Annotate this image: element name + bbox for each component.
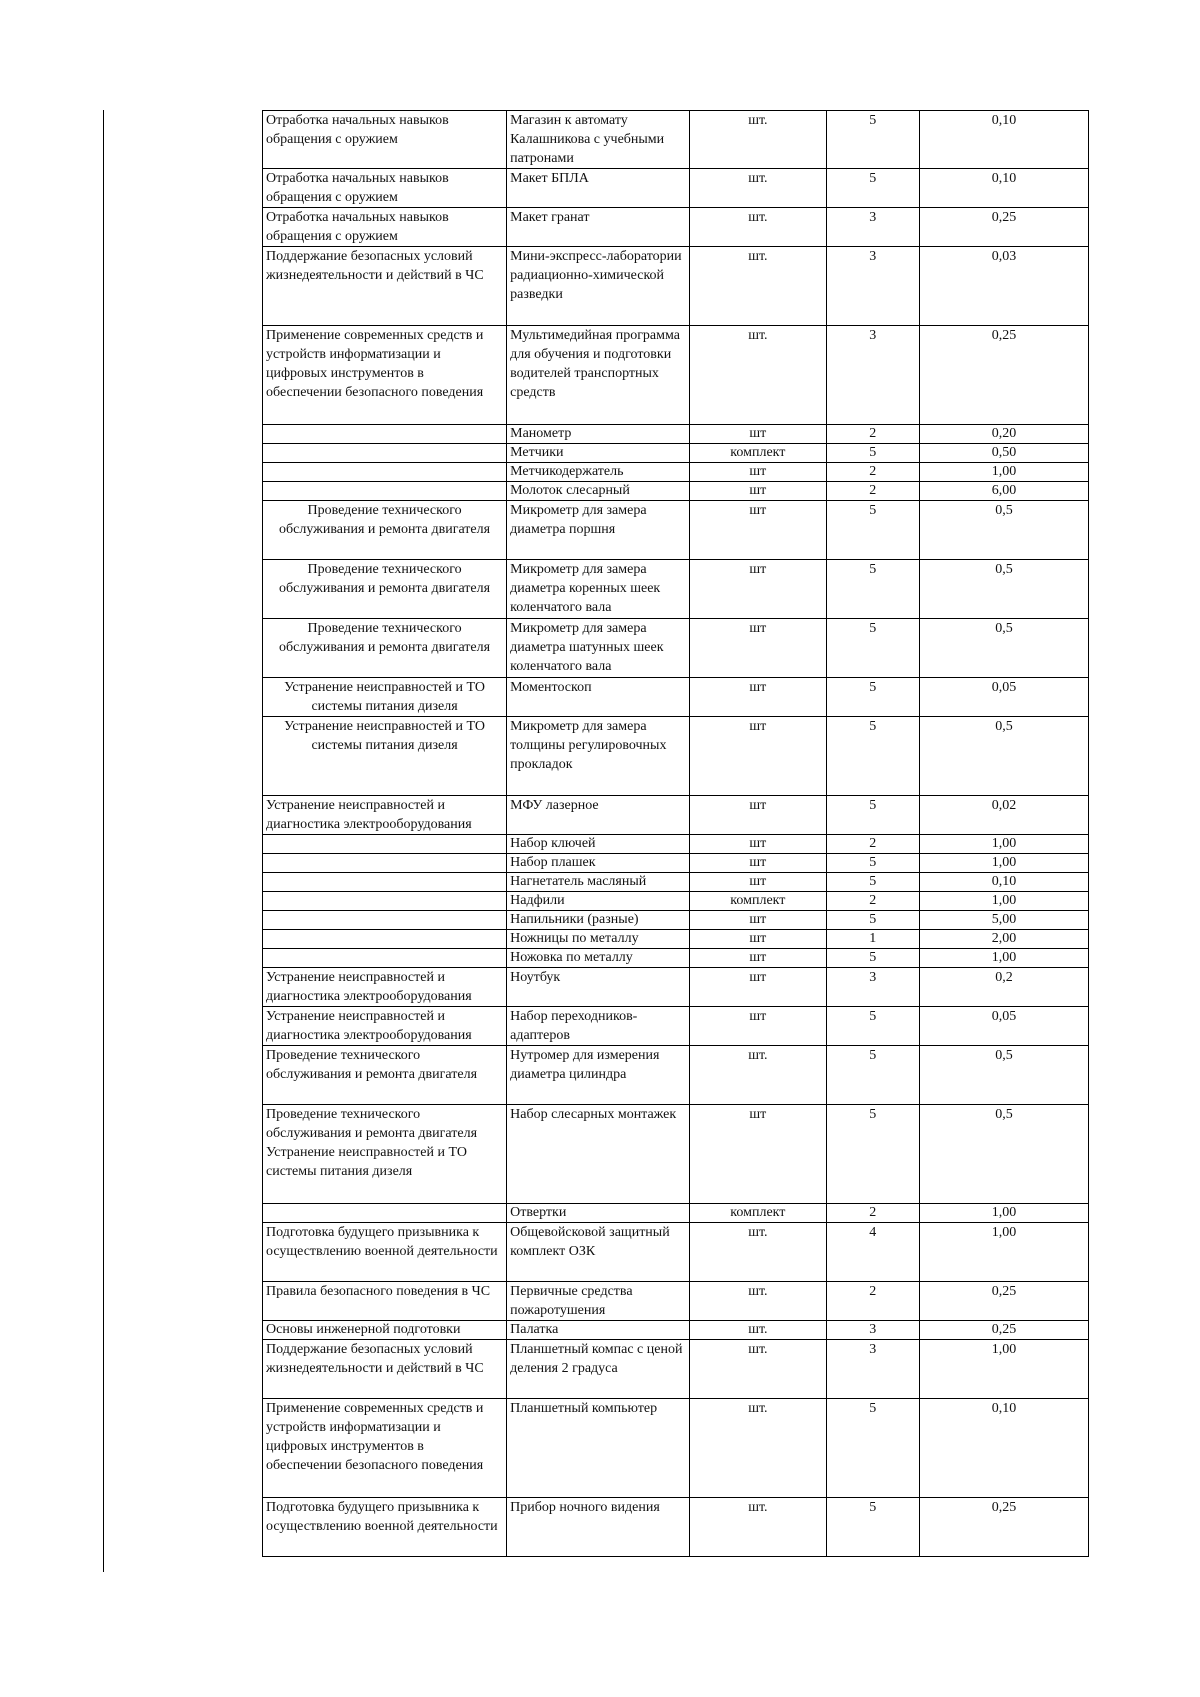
norm-cell: 0,10 xyxy=(920,1399,1089,1498)
table-row xyxy=(263,796,1089,835)
norm-cell: 1,00 xyxy=(920,949,1089,968)
unit-cell: шт. xyxy=(690,1223,826,1282)
item-cell: Микрометр для замера диаметра поршня xyxy=(507,501,690,560)
unit-cell: комплект xyxy=(690,444,826,463)
norm-cell: 1,00 xyxy=(920,892,1089,911)
unit-cell: шт. xyxy=(690,208,826,247)
unit-cell: шт xyxy=(690,835,826,854)
section-cell: Поддержание безопасных условий жизнедеятельности и действий в ЧС xyxy=(263,1340,507,1399)
item-cell: Метчикодержатель xyxy=(507,463,690,482)
unit-cell: шт. xyxy=(690,326,826,425)
unit-cell: шт. xyxy=(690,1046,826,1105)
norm-cell: 0,25 xyxy=(920,208,1089,247)
norm-cell: 0,25 xyxy=(920,1321,1089,1340)
qty-cell: 5 xyxy=(826,796,920,835)
norm-cell: 2,00 xyxy=(920,930,1089,949)
qty-cell: 4 xyxy=(826,1223,920,1282)
unit-cell: шт xyxy=(690,949,826,968)
table-row xyxy=(263,326,1089,425)
unit-cell: шт xyxy=(690,619,826,678)
table-row xyxy=(263,208,1089,247)
section-cell xyxy=(263,1204,507,1223)
section-cell xyxy=(263,835,507,854)
table-row xyxy=(263,463,1089,482)
item-cell: Микрометр для замера толщины регулировочных прокладок xyxy=(507,717,690,796)
table-row xyxy=(263,873,1089,892)
qty-cell: 2 xyxy=(826,482,920,501)
item-cell: Прибор ночного видения xyxy=(507,1498,690,1557)
qty-cell: 5 xyxy=(826,1046,920,1105)
item-cell: Молоток слесарный xyxy=(507,482,690,501)
unit-cell: шт. xyxy=(690,169,826,208)
table-row xyxy=(263,930,1089,949)
qty-cell: 5 xyxy=(826,169,920,208)
section-cell xyxy=(263,463,507,482)
qty-cell: 5 xyxy=(826,619,920,678)
qty-cell: 5 xyxy=(826,873,920,892)
qty-cell: 3 xyxy=(826,326,920,425)
unit-cell: шт xyxy=(690,911,826,930)
table-row xyxy=(263,1399,1089,1498)
unit-cell: шт xyxy=(690,482,826,501)
norm-cell: 0,05 xyxy=(920,678,1089,717)
unit-cell: шт xyxy=(690,1007,826,1046)
qty-cell: 1 xyxy=(826,930,920,949)
section-cell xyxy=(263,892,507,911)
norm-cell: 1,00 xyxy=(920,1204,1089,1223)
qty-cell: 3 xyxy=(826,968,920,1007)
norm-cell: 0,05 xyxy=(920,1007,1089,1046)
qty-cell: 5 xyxy=(826,678,920,717)
item-cell: Метчики xyxy=(507,444,690,463)
item-cell: Нутромер для измерения диаметра цилиндра xyxy=(507,1046,690,1105)
unit-cell: шт xyxy=(690,796,826,835)
section-cell: Подготовка будущего призывника к осуществлению военной деятельности xyxy=(263,1498,507,1557)
norm-cell: 0,25 xyxy=(920,1498,1089,1557)
item-cell: Надфили xyxy=(507,892,690,911)
norm-cell: 0,5 xyxy=(920,717,1089,796)
item-cell: Макет БПЛА xyxy=(507,169,690,208)
norm-cell: 0,5 xyxy=(920,501,1089,560)
equipment-table xyxy=(262,110,1089,1557)
section-cell xyxy=(263,854,507,873)
unit-cell: шт. xyxy=(690,1399,826,1498)
unit-cell: шт xyxy=(690,1105,826,1204)
norm-cell: 0,10 xyxy=(920,111,1089,169)
norm-cell: 5,00 xyxy=(920,911,1089,930)
unit-cell: шт xyxy=(690,425,826,444)
table-row xyxy=(263,717,1089,796)
table-row xyxy=(263,1204,1089,1223)
table-row xyxy=(263,425,1089,444)
table-row xyxy=(263,1046,1089,1105)
table-row xyxy=(263,892,1089,911)
table-row xyxy=(263,560,1089,619)
unit-cell: шт xyxy=(690,930,826,949)
qty-cell: 5 xyxy=(826,444,920,463)
section-cell: Проведение технического обслуживания и ремонта двигателя xyxy=(263,1046,507,1105)
table-row xyxy=(263,854,1089,873)
item-cell: Ножницы по металлу xyxy=(507,930,690,949)
qty-cell: 5 xyxy=(826,854,920,873)
qty-cell: 3 xyxy=(826,247,920,326)
table-row xyxy=(263,835,1089,854)
section-cell: Устранение неисправностей и диагностика электрооборудования xyxy=(263,796,507,835)
section-cell: Отработка начальных навыков обращения с оружием xyxy=(263,111,507,169)
item-cell: Нагнетатель масляный xyxy=(507,873,690,892)
norm-cell: 0,2 xyxy=(920,968,1089,1007)
unit-cell: шт xyxy=(690,717,826,796)
item-cell: Макет гранат xyxy=(507,208,690,247)
unit-cell: шт xyxy=(690,873,826,892)
item-cell: Общевойсковой защитный комплект ОЗК xyxy=(507,1223,690,1282)
unit-cell: шт. xyxy=(690,1321,826,1340)
norm-cell: 1,00 xyxy=(920,854,1089,873)
section-cell: Проведение технического обслуживания и ремонта двигателя xyxy=(263,501,507,560)
item-cell: Мультимедийная программа для обучения и подготовки водителей транспортных средств xyxy=(507,326,690,425)
item-cell: Набор плашек xyxy=(507,854,690,873)
item-cell: МФУ лазерное xyxy=(507,796,690,835)
table-row xyxy=(263,1321,1089,1340)
section-cell: Устранение неисправностей и ТО системы питания дизеля xyxy=(263,678,507,717)
section-cell: Устранение неисправностей и ТО системы питания дизеля xyxy=(263,717,507,796)
norm-cell: 1,00 xyxy=(920,835,1089,854)
item-cell: Мини-экспресс-лаборатории радиационно-химической разведки xyxy=(507,247,690,326)
qty-cell: 5 xyxy=(826,560,920,619)
norm-cell: 1,00 xyxy=(920,1340,1089,1399)
norm-cell: 0,03 xyxy=(920,247,1089,326)
table-row xyxy=(263,111,1089,169)
norm-cell: 0,25 xyxy=(920,1282,1089,1321)
item-cell: Первичные средства пожаротушения xyxy=(507,1282,690,1321)
section-cell: Подготовка будущего призывника к осуществлению военной деятельности xyxy=(263,1223,507,1282)
item-cell: Микрометр для замера диаметра коренных шеек коленчатого вала xyxy=(507,560,690,619)
unit-cell: шт xyxy=(690,968,826,1007)
table-row xyxy=(263,911,1089,930)
unit-cell: шт xyxy=(690,854,826,873)
qty-cell: 2 xyxy=(826,425,920,444)
item-cell: Набор слесарных монтажек xyxy=(507,1105,690,1204)
norm-cell: 0,20 xyxy=(920,425,1089,444)
norm-cell: 0,02 xyxy=(920,796,1089,835)
item-cell: Напильники (разные) xyxy=(507,911,690,930)
table-row xyxy=(263,678,1089,717)
qty-cell: 5 xyxy=(826,949,920,968)
section-cell: Проведение технического обслуживания и ремонта двигателя xyxy=(263,619,507,678)
unit-cell: шт. xyxy=(690,1282,826,1321)
norm-cell: 0,5 xyxy=(920,560,1089,619)
unit-cell: шт. xyxy=(690,247,826,326)
qty-cell: 2 xyxy=(826,1204,920,1223)
table-row xyxy=(263,482,1089,501)
table-row xyxy=(263,1223,1089,1282)
section-cell xyxy=(263,911,507,930)
unit-cell: шт xyxy=(690,678,826,717)
unit-cell: комплект xyxy=(690,1204,826,1223)
section-cell xyxy=(263,949,507,968)
norm-cell: 1,00 xyxy=(920,463,1089,482)
qty-cell: 3 xyxy=(826,1340,920,1399)
norm-cell: 0,10 xyxy=(920,169,1089,208)
table-row xyxy=(263,1340,1089,1399)
table-row xyxy=(263,1105,1089,1204)
norm-cell: 0,5 xyxy=(920,619,1089,678)
unit-cell: комплект xyxy=(690,892,826,911)
item-cell: Набор переходников-адаптеров xyxy=(507,1007,690,1046)
item-cell: Ножовка по металлу xyxy=(507,949,690,968)
qty-cell: 3 xyxy=(826,1321,920,1340)
qty-cell: 5 xyxy=(826,1399,920,1498)
section-cell: Устранение неисправностей и диагностика электрооборудования xyxy=(263,968,507,1007)
section-cell: Отработка начальных навыков обращения с оружием xyxy=(263,169,507,208)
norm-cell: 0,10 xyxy=(920,873,1089,892)
table-row xyxy=(263,169,1089,208)
section-cell xyxy=(263,425,507,444)
norm-cell: 0,5 xyxy=(920,1105,1089,1204)
table-row xyxy=(263,619,1089,678)
margin-line xyxy=(103,110,104,1572)
qty-cell: 5 xyxy=(826,111,920,169)
section-cell: Отработка начальных навыков обращения с оружием xyxy=(263,208,507,247)
section-cell: Правила безопасного поведения в ЧС xyxy=(263,1282,507,1321)
table-row xyxy=(263,949,1089,968)
item-cell: Планшетный компьютер xyxy=(507,1399,690,1498)
qty-cell: 2 xyxy=(826,1282,920,1321)
section-cell xyxy=(263,444,507,463)
section-cell xyxy=(263,930,507,949)
qty-cell: 5 xyxy=(826,1007,920,1046)
norm-cell: 1,00 xyxy=(920,1223,1089,1282)
table-row xyxy=(263,444,1089,463)
item-cell: Планшетный компас с ценой деления 2 градуса xyxy=(507,1340,690,1399)
item-cell: Отвертки xyxy=(507,1204,690,1223)
section-cell: Применение современных средств и устройств информатизации и цифровых инструментов в обеспечении безопасного поведения xyxy=(263,1399,507,1498)
section-cell: Основы инженерной подготовки xyxy=(263,1321,507,1340)
qty-cell: 5 xyxy=(826,501,920,560)
unit-cell: шт. xyxy=(690,1340,826,1399)
unit-cell: шт xyxy=(690,560,826,619)
unit-cell: шт xyxy=(690,501,826,560)
item-cell: Палатка xyxy=(507,1321,690,1340)
norm-cell: 6,00 xyxy=(920,482,1089,501)
unit-cell: шт. xyxy=(690,1498,826,1557)
item-cell: Набор ключей xyxy=(507,835,690,854)
qty-cell: 2 xyxy=(826,835,920,854)
qty-cell: 5 xyxy=(826,1105,920,1204)
section-cell: Проведение технического обслуживания и ремонта двигателя xyxy=(263,560,507,619)
section-cell: Применение современных средств и устройств информатизации и цифровых инструментов в обеспечении безопасного поведения xyxy=(263,326,507,425)
qty-cell: 2 xyxy=(826,892,920,911)
norm-cell: 0,5 xyxy=(920,1046,1089,1105)
table-row xyxy=(263,1282,1089,1321)
section-cell: Поддержание безопасных условий жизнедеятельности и действий в ЧС xyxy=(263,247,507,326)
table-row xyxy=(263,1007,1089,1046)
table-row xyxy=(263,501,1089,560)
qty-cell: 2 xyxy=(826,463,920,482)
section-cell: Устранение неисправностей и диагностика электрооборудования xyxy=(263,1007,507,1046)
item-cell: Микрометр для замера диаметра шатунных шеек коленчатого вала xyxy=(507,619,690,678)
table-row xyxy=(263,968,1089,1007)
unit-cell: шт xyxy=(690,463,826,482)
item-cell: Ноутбук xyxy=(507,968,690,1007)
norm-cell: 0,50 xyxy=(920,444,1089,463)
qty-cell: 5 xyxy=(826,1498,920,1557)
qty-cell: 3 xyxy=(826,208,920,247)
qty-cell: 5 xyxy=(826,911,920,930)
table-row xyxy=(263,247,1089,326)
qty-cell: 5 xyxy=(826,717,920,796)
section-cell xyxy=(263,873,507,892)
section-cell: Проведение технического обслуживания и ремонта двигателя Устранение неисправностей и ТО системы питания дизеля xyxy=(263,1105,507,1204)
item-cell: Моментоскоп xyxy=(507,678,690,717)
section-cell xyxy=(263,482,507,501)
item-cell: Магазин к автомату Калашникова с учебными патронами xyxy=(507,111,690,169)
unit-cell: шт. xyxy=(690,111,826,169)
table-row xyxy=(263,1498,1089,1557)
item-cell: Манометр xyxy=(507,425,690,444)
norm-cell: 0,25 xyxy=(920,326,1089,425)
